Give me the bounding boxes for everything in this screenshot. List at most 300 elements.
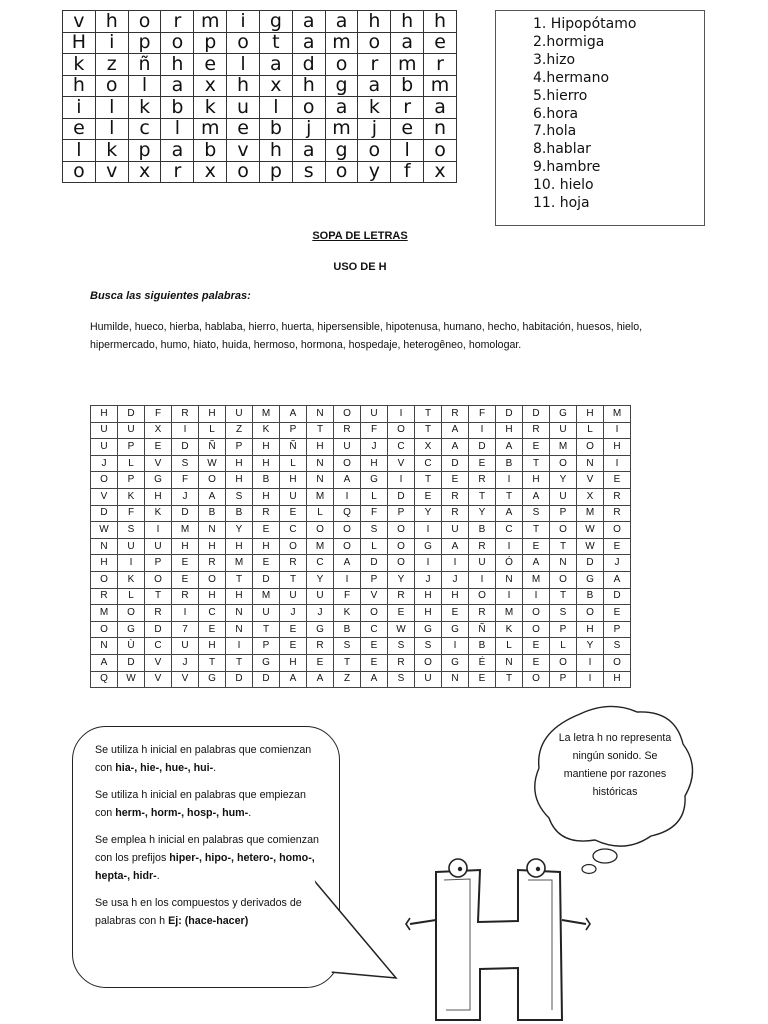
large-grid-cell: I (334, 488, 361, 505)
large-grid-cell: U (226, 406, 253, 423)
large-grid-cell: U (442, 522, 469, 539)
speech-bubble-tail (300, 860, 410, 980)
small-grid-cell: v (95, 161, 128, 183)
large-grid-cell: H (307, 439, 334, 456)
large-grid-cell: Y (388, 571, 415, 588)
large-grid-cell: E (469, 455, 496, 472)
search-word: hielo, (616, 321, 643, 333)
small-grid-cell: l (227, 54, 260, 76)
small-grid-cell: l (161, 118, 194, 140)
search-word: heterogêneo, (403, 339, 466, 351)
large-grid-cell: Y (307, 571, 334, 588)
large-grid-cell: Y (415, 505, 442, 522)
rule-end: . (213, 762, 217, 774)
word-list-item: 11. hoja (533, 195, 590, 212)
small-grid-cell: a (259, 54, 292, 76)
search-words-paragraph (90, 318, 650, 354)
large-grid-cell: C (199, 605, 226, 622)
large-grid-cell: U (280, 588, 307, 605)
large-grid-cell: Q (91, 671, 118, 688)
small-grid-cell: x (194, 75, 227, 97)
small-grid-cell: o (63, 161, 96, 183)
small-grid-cell: k (95, 140, 128, 162)
large-grid-cell: Q (334, 505, 361, 522)
small-grid-cell: e (194, 54, 227, 76)
large-grid-cell: D (226, 671, 253, 688)
large-grid-cell: B (334, 621, 361, 638)
large-grid-cell: E (172, 571, 199, 588)
large-grid-cell: G (415, 538, 442, 555)
large-grid-cell: A (361, 671, 388, 688)
large-grid-cell: T (415, 472, 442, 489)
large-grid-cell: K (253, 422, 280, 439)
large-grid-cell: I (172, 605, 199, 622)
large-grid-cell: V (145, 654, 172, 671)
large-grid-cell: G (307, 621, 334, 638)
large-grid-cell: I (172, 422, 199, 439)
small-grid-cell: y (358, 161, 391, 183)
rule-text: Se utiliza h inicial en palabras que empiezan con (95, 789, 306, 819)
large-grid-cell: T (145, 588, 172, 605)
large-grid-cell: D (523, 406, 550, 423)
search-word: huida, (221, 339, 251, 351)
large-grid-cell: H (415, 605, 442, 622)
large-grid-cell: I (469, 571, 496, 588)
large-grid-cell: E (604, 472, 631, 489)
large-grid-cell: T (523, 522, 550, 539)
large-grid-cell: S (415, 638, 442, 655)
search-word: hospedaje, (348, 339, 401, 351)
large-grid-cell: E (523, 538, 550, 555)
large-grid-cell: L (118, 455, 145, 472)
small-grid-cell: m (424, 75, 457, 97)
large-grid-cell: V (145, 671, 172, 688)
large-grid-cell: J (442, 571, 469, 588)
large-grid-cell: F (172, 472, 199, 489)
large-grid-cell: H (280, 654, 307, 671)
large-grid-cell: E (253, 522, 280, 539)
large-grid-cell: O (199, 472, 226, 489)
small-grid-cell: g (259, 11, 292, 33)
large-grid-cell: O (388, 522, 415, 539)
large-grid-cell: M (253, 406, 280, 423)
large-grid-cell: L (307, 505, 334, 522)
small-grid-cell: a (325, 11, 358, 33)
word-search-grid-large (90, 405, 631, 688)
large-grid-cell: B (226, 505, 253, 522)
small-grid-cell: a (358, 75, 391, 97)
large-grid-cell: Z (334, 671, 361, 688)
large-grid-cell: W (388, 621, 415, 638)
word-list-item: 3.hizo (533, 51, 576, 68)
large-grid-cell: L (280, 455, 307, 472)
large-grid-cell: T (550, 588, 577, 605)
large-grid-cell: B (496, 455, 523, 472)
large-grid-cell: O (145, 571, 172, 588)
large-grid-cell: V (91, 488, 118, 505)
small-grid-cell: i (95, 32, 128, 54)
large-grid-cell: A (199, 488, 226, 505)
word-list-item: 1. Hipopótamo (533, 16, 637, 32)
large-grid-cell: É (469, 654, 496, 671)
small-grid-cell: l (128, 75, 161, 97)
large-grid-cell: G (145, 472, 172, 489)
large-grid-cell: I (496, 472, 523, 489)
word-search-grid-small (62, 10, 457, 183)
large-grid-cell: R (388, 654, 415, 671)
large-grid-cell: A (604, 571, 631, 588)
large-grid-cell: W (199, 455, 226, 472)
large-grid-cell: Z (226, 422, 253, 439)
large-grid-cell: H (280, 472, 307, 489)
large-grid-cell: H (253, 538, 280, 555)
large-grid-cell: H (226, 472, 253, 489)
large-grid-cell: P (550, 671, 577, 688)
small-grid-cell: o (358, 32, 391, 54)
large-grid-row (91, 621, 631, 638)
search-word: huesos, (576, 321, 614, 333)
large-grid-cell: A (523, 488, 550, 505)
small-grid-cell: m (194, 11, 227, 33)
large-grid-cell: C (307, 555, 334, 572)
large-grid-cell: E (361, 638, 388, 655)
large-grid-cell: S (226, 488, 253, 505)
large-grid-cell: R (523, 422, 550, 439)
small-grid-cell: p (259, 161, 292, 183)
large-grid-cell: O (550, 522, 577, 539)
large-grid-cell: D (172, 505, 199, 522)
large-grid-row (91, 605, 631, 622)
small-grid-cell: a (161, 140, 194, 162)
large-grid-cell: H (226, 538, 253, 555)
large-grid-cell: M (253, 588, 280, 605)
large-grid-cell: A (496, 439, 523, 456)
large-grid-cell: O (361, 605, 388, 622)
large-grid-cell: P (604, 621, 631, 638)
word-list-item: 4.hermano (533, 69, 610, 86)
large-grid-cell: H (415, 588, 442, 605)
page-subtitle: USO DE H (333, 261, 387, 273)
search-word: homologar. (468, 339, 522, 351)
large-grid-cell: Ñ (199, 439, 226, 456)
word-list-item: 6.hora (533, 105, 579, 122)
large-grid-cell: I (577, 654, 604, 671)
large-grid-row (91, 671, 631, 688)
large-grid-cell: I (523, 588, 550, 605)
large-grid-cell: D (118, 406, 145, 423)
large-grid-cell: D (253, 671, 280, 688)
word-list-item: 9.hambre (533, 159, 601, 176)
large-grid-cell: D (118, 654, 145, 671)
large-grid-cell: C (280, 522, 307, 539)
rule-text: Se usa h en los compuestos y derivados de palabras con h (95, 897, 302, 927)
word-list-item: 8.hablar (533, 141, 591, 158)
large-grid-cell: R (388, 588, 415, 605)
large-grid-cell: D (172, 439, 199, 456)
word-list-item: 10. hielo (533, 177, 594, 194)
large-grid-cell: R (469, 605, 496, 622)
large-grid-cell: A (442, 538, 469, 555)
large-grid-cell: D (145, 621, 172, 638)
large-grid-cell: D (361, 555, 388, 572)
large-grid-cell: M (496, 605, 523, 622)
large-grid-cell: J (91, 455, 118, 472)
rule-end: . (156, 870, 160, 882)
large-grid-cell: M (577, 505, 604, 522)
rule-text: Se emplea h inicial en palabras que comienzan con los prefijos (95, 834, 319, 864)
large-grid-cell: R (469, 472, 496, 489)
large-grid-cell: F (118, 505, 145, 522)
large-grid-cell: L (199, 422, 226, 439)
large-grid-cell: A (523, 555, 550, 572)
small-grid-cell: o (292, 97, 325, 119)
small-grid-cell: l (95, 97, 128, 119)
large-grid-row (91, 472, 631, 489)
small-grid-cell: a (292, 140, 325, 162)
large-grid-cell: O (334, 455, 361, 472)
large-grid-cell: U (361, 406, 388, 423)
large-grid-cell: E (415, 488, 442, 505)
large-grid-cell: L (577, 422, 604, 439)
large-grid-cell: O (118, 605, 145, 622)
large-grid-row (91, 488, 631, 505)
large-grid-cell: E (145, 439, 172, 456)
large-grid-row (91, 638, 631, 655)
large-grid-cell: E (172, 555, 199, 572)
large-grid-cell: L (496, 638, 523, 655)
large-grid-cell: S (523, 505, 550, 522)
small-grid-cell: v (227, 140, 260, 162)
large-grid-cell: C (415, 455, 442, 472)
large-grid-cell: E (361, 654, 388, 671)
small-grid-row (63, 75, 457, 97)
large-grid-cell: R (91, 588, 118, 605)
small-grid-cell: x (128, 161, 161, 183)
search-word: hecho, (487, 321, 520, 333)
large-grid-cell: J (415, 571, 442, 588)
large-grid-cell: H (496, 422, 523, 439)
large-grid-cell: L (361, 538, 388, 555)
large-grid-cell: H (226, 588, 253, 605)
large-grid-cell: B (577, 588, 604, 605)
large-grid-cell: T (226, 654, 253, 671)
large-grid-cell: U (91, 422, 118, 439)
large-grid-cell: T (496, 671, 523, 688)
small-grid-cell: m (391, 54, 424, 76)
large-grid-cell: R (253, 505, 280, 522)
large-grid-cell: R (307, 638, 334, 655)
small-grid-cell: a (292, 11, 325, 33)
large-grid-cell: O (523, 605, 550, 622)
small-grid-cell: r (424, 54, 457, 76)
large-grid-cell: E (307, 654, 334, 671)
large-grid-cell: E (388, 605, 415, 622)
small-grid-cell: l (391, 140, 424, 162)
small-grid-cell: e (391, 118, 424, 140)
small-grid-cell: r (161, 11, 194, 33)
search-word: hipersensible, (317, 321, 383, 333)
large-grid-cell: A (442, 439, 469, 456)
large-grid-cell: M (307, 538, 334, 555)
large-grid-cell: N (496, 654, 523, 671)
large-grid-cell: C (496, 522, 523, 539)
rule-paragraph (95, 786, 325, 822)
large-grid-cell: H (577, 621, 604, 638)
small-grid-cell: H (63, 32, 96, 54)
large-grid-cell: N (199, 522, 226, 539)
large-grid-cell: I (496, 588, 523, 605)
large-grid-cell: E (280, 505, 307, 522)
large-grid-cell: O (604, 522, 631, 539)
rule-prefixes: hia-, hie-, hue-, hui- (115, 762, 214, 774)
large-grid-row (91, 538, 631, 555)
small-grid-cell: o (325, 161, 358, 183)
large-grid-cell: I (334, 571, 361, 588)
large-grid-cell: U (334, 439, 361, 456)
large-grid-row (91, 654, 631, 671)
small-grid-cell: e (424, 32, 457, 54)
small-grid-cell: h (358, 11, 391, 33)
large-grid-cell: O (334, 538, 361, 555)
small-grid-cell: n (424, 118, 457, 140)
large-grid-cell: C (145, 638, 172, 655)
large-grid-cell: X (577, 488, 604, 505)
large-grid-cell: I (577, 671, 604, 688)
large-grid-cell: O (388, 538, 415, 555)
large-grid-cell: H (523, 472, 550, 489)
letter-h-character (400, 850, 600, 1020)
large-grid-cell: P (280, 422, 307, 439)
large-grid-cell: U (280, 488, 307, 505)
large-grid-cell: P (253, 638, 280, 655)
small-grid-cell: r (358, 54, 391, 76)
large-grid-cell: I (145, 522, 172, 539)
large-grid-cell: T (496, 488, 523, 505)
large-grid-cell: T (307, 422, 334, 439)
large-grid-cell: H (172, 538, 199, 555)
large-grid-cell: U (91, 439, 118, 456)
small-grid-cell: p (128, 32, 161, 54)
large-grid-cell: H (145, 488, 172, 505)
large-grid-cell: R (280, 555, 307, 572)
large-grid-row (91, 571, 631, 588)
small-grid-row (63, 11, 457, 33)
small-grid-cell: l (95, 118, 128, 140)
large-grid-cell: U (469, 555, 496, 572)
large-grid-cell: R (604, 488, 631, 505)
large-grid-cell: T (253, 621, 280, 638)
small-grid-row (63, 140, 457, 162)
small-grid-cell: h (259, 140, 292, 162)
large-grid-cell: U (172, 638, 199, 655)
large-grid-cell: O (577, 439, 604, 456)
large-grid-cell: H (91, 555, 118, 572)
large-grid-cell: A (91, 654, 118, 671)
large-grid-cell: B (469, 638, 496, 655)
large-grid-cell: P (145, 555, 172, 572)
small-grid-cell: o (227, 32, 260, 54)
small-grid-cell: g (325, 75, 358, 97)
large-grid-cell: F (334, 588, 361, 605)
large-grid-cell: W (577, 522, 604, 539)
large-grid-cell: D (469, 439, 496, 456)
large-grid-cell: G (118, 621, 145, 638)
large-grid-cell: R (334, 422, 361, 439)
large-grid-cell: O (523, 671, 550, 688)
search-word: habitación, (522, 321, 574, 333)
large-grid-cell: G (442, 654, 469, 671)
large-grid-cell: H (199, 588, 226, 605)
small-grid-cell: b (391, 75, 424, 97)
large-grid-cell: H (199, 538, 226, 555)
large-grid-cell: I (226, 638, 253, 655)
small-grid-cell: j (292, 118, 325, 140)
small-grid-cell: k (128, 97, 161, 119)
rule-paragraph (95, 831, 325, 885)
large-grid-cell: V (172, 671, 199, 688)
small-grid-cell: j (358, 118, 391, 140)
large-grid-cell: C (361, 621, 388, 638)
large-grid-row (91, 505, 631, 522)
large-grid-cell: Y (226, 522, 253, 539)
large-grid-cell: N (577, 455, 604, 472)
rule-prefixes: herm-, horm-, hosp-, hum- (115, 807, 249, 819)
large-grid-cell: P (550, 621, 577, 638)
search-word: huerta, (281, 321, 315, 333)
small-grid-row (63, 97, 457, 119)
search-word: hierro, (248, 321, 279, 333)
search-word: humano, (443, 321, 485, 333)
large-grid-cell: X (415, 439, 442, 456)
large-grid-cell: O (280, 538, 307, 555)
large-grid-row (91, 522, 631, 539)
large-grid-cell: K (334, 605, 361, 622)
large-grid-cell: M (523, 571, 550, 588)
large-grid-cell: O (469, 588, 496, 605)
large-grid-cell: L (118, 588, 145, 605)
large-grid-cell: S (118, 522, 145, 539)
large-grid-cell: N (550, 555, 577, 572)
small-grid-cell: m (194, 118, 227, 140)
large-grid-cell: G (550, 406, 577, 423)
large-grid-cell: B (253, 472, 280, 489)
large-grid-cell: N (226, 605, 253, 622)
small-grid-cell: z (95, 54, 128, 76)
large-grid-cell: J (361, 439, 388, 456)
small-grid-cell: k (358, 97, 391, 119)
search-word: hipotenusa, (385, 321, 441, 333)
large-grid-cell: H (253, 488, 280, 505)
small-grid-cell: x (424, 161, 457, 183)
large-grid-cell: U (307, 588, 334, 605)
large-grid-cell: S (388, 638, 415, 655)
large-grid-cell: O (334, 406, 361, 423)
search-word: hormona, (300, 339, 346, 351)
rule-text: Se utiliza h inicial en palabras que comienzan con (95, 744, 312, 774)
search-word: hermoso, (253, 339, 298, 351)
large-grid-cell: O (550, 654, 577, 671)
large-grid-cell: T (415, 422, 442, 439)
large-grid-cell: N (91, 538, 118, 555)
large-grid-cell: S (388, 671, 415, 688)
small-grid-cell: a (161, 75, 194, 97)
small-grid-cell: k (194, 97, 227, 119)
large-grid-cell: H (91, 406, 118, 423)
large-grid-cell: O (523, 621, 550, 638)
large-grid-cell: T (334, 654, 361, 671)
small-grid-cell: e (227, 118, 260, 140)
large-grid-cell: J (172, 654, 199, 671)
